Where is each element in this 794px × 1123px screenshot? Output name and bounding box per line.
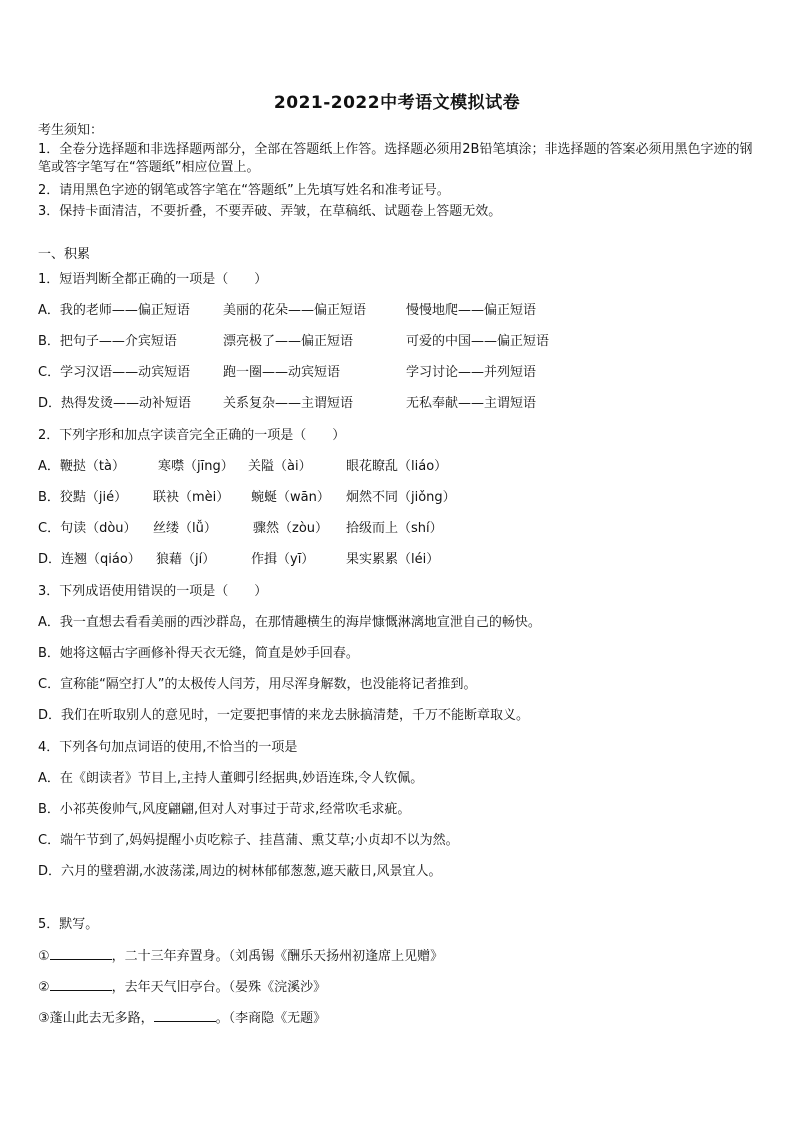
question-5-stem: 5．默写。 bbox=[38, 917, 99, 932]
option-cell: C．句读（dòu） bbox=[38, 521, 137, 536]
question-4-stem: 4．下列各句加点词语的使用,不恰当的一项是 bbox=[38, 740, 298, 755]
option-cell: 果实累累（léi） bbox=[346, 552, 440, 567]
option-cell: 炯然不同（jiǒng） bbox=[346, 490, 456, 505]
notice-item-2: 2．请用黑色字迹的钢笔或答字笔在“答题纸”上先填写姓名和准考证号。 bbox=[38, 183, 450, 198]
question-3-option-d: D．我们在听取别人的意见时，一定要把事情的来龙去脉搞清楚，千万不能断章取义。 bbox=[38, 708, 530, 723]
dictation-suffix: ，去年天气旧亭台。（晏殊《浣溪沙》 bbox=[111, 980, 327, 995]
option-cell: 寒噤（jīng） bbox=[158, 459, 234, 474]
notice-item-1: 1．全卷分选择题和非选择题两部分，全部在答题纸上作答。选择题必须用2B铅笔填涂；非选择题的答案必须用黑色字迹的钢笔或答字笔写在“答题纸”相应位置上。 bbox=[38, 142, 753, 175]
dictation-suffix: 。（李商隐《无题》 bbox=[215, 1011, 327, 1026]
answer-blank[interactable] bbox=[50, 947, 112, 960]
option-cell: 关隘（ài） bbox=[248, 459, 312, 474]
question-1-option-b bbox=[38, 333, 549, 351]
option-cell: 联袂（mèi） bbox=[153, 490, 230, 505]
question-1-stem: 1．短语判断全都正确的一项是（ ） bbox=[38, 272, 268, 287]
option-cell: B．狡黠（jié） bbox=[38, 490, 128, 505]
question-2-option-a bbox=[38, 458, 447, 476]
option-cell: 蜿蜒（wān） bbox=[251, 490, 330, 505]
answer-blank[interactable] bbox=[154, 1009, 216, 1022]
question-4-option-a: A．在《朗读者》节目上,主持人董卿引经据典,妙语连珠,令人钦佩。 bbox=[38, 771, 424, 786]
question-4-option-c: C．端午节到了,妈妈提醒小贞吃粽子、挂菖蒲、熏艾草;小贞却不以为然。 bbox=[38, 833, 459, 848]
option-cell: 关系复杂——主谓短语 bbox=[223, 396, 354, 411]
option-cell: A．我的老师——偏正短语 bbox=[38, 303, 190, 318]
question-4-option-d: D．六月的璧碧湖,水波荡漾,周边的树林郁郁葱葱,遮天蔽日,风景宜人。 bbox=[38, 864, 442, 879]
page-title: 2021-2022中考语文模拟试卷 bbox=[273, 93, 521, 113]
question-3-option-a: A．我一直想去看看美丽的西沙群岛，在那情趣横生的海岸慷慨淋漓地宣泄自己的畅快。 bbox=[38, 615, 541, 630]
dictation-line-1 bbox=[38, 947, 443, 966]
option-cell: 美丽的花朵——偏正短语 bbox=[223, 303, 367, 318]
option-cell: A．鞭挞（tà） bbox=[38, 459, 125, 474]
question-1-option-c bbox=[38, 364, 536, 382]
option-cell: D．热得发烫——动补短语 bbox=[38, 396, 192, 411]
option-cell: 骤然（zòu） bbox=[253, 521, 329, 536]
option-cell: 眼花瞭乱（liáo） bbox=[346, 459, 448, 474]
answer-blank[interactable] bbox=[50, 978, 112, 991]
option-cell: 无私奉献——主谓短语 bbox=[406, 396, 537, 411]
option-cell: 学习讨论——并列短语 bbox=[406, 365, 537, 380]
option-cell: 拾级而上（shí） bbox=[346, 521, 443, 536]
option-cell: B．把句子——介宾短语 bbox=[38, 334, 177, 349]
dictation-suffix: ，二十三年弃置身。（刘禹锡《酬乐天扬州初逢席上见赠》 bbox=[111, 949, 444, 964]
notice-item-3: 3．保持卡面清洁，不要折叠，不要弄破、弄皱，在草稿纸、试题卷上答题无效。 bbox=[38, 204, 502, 219]
question-1-option-d bbox=[38, 395, 536, 413]
question-2-stem: 2．下列字形和加点字读音完全正确的一项是（ ） bbox=[38, 428, 346, 443]
question-3-option-c: C．宣称能“隔空打人”的太极传人闫芳，用尽浑身解数，也没能将记者推到。 bbox=[38, 677, 477, 692]
question-1-option-a bbox=[38, 302, 536, 320]
question-2-option-c bbox=[38, 520, 443, 538]
question-3-stem: 3．下列成语使用错误的一项是（ ） bbox=[38, 584, 268, 599]
question-2-option-b bbox=[38, 489, 456, 507]
dictation-line-3 bbox=[38, 1009, 326, 1028]
question-4-option-b: B．小祁英俊帅气,风度翩翩,但对人对事过于苛求,经常吹毛求疵。 bbox=[38, 802, 411, 817]
option-cell: 跑一圈——动宾短语 bbox=[223, 365, 341, 380]
dictation-prefix: ③蓬山此去无多路， bbox=[38, 1011, 154, 1026]
option-cell: 漂亮极了——偏正短语 bbox=[223, 334, 354, 349]
option-cell: 作揖（yī） bbox=[251, 552, 315, 567]
option-cell: D．连翘（qiáo） bbox=[38, 552, 141, 567]
option-cell: C．学习汉语——动宾短语 bbox=[38, 365, 191, 380]
section-heading: 一、积累 bbox=[38, 247, 91, 262]
option-cell: 狼藉（jí） bbox=[156, 552, 216, 567]
dictation-prefix: ② bbox=[38, 980, 50, 995]
dictation-prefix: ① bbox=[38, 949, 50, 964]
notice-heading: 考生须知： bbox=[38, 123, 104, 138]
dictation-line-2 bbox=[38, 978, 326, 997]
option-cell: 慢慢地爬——偏正短语 bbox=[406, 303, 537, 318]
option-cell: 丝缕（lǚ） bbox=[153, 521, 217, 536]
option-cell: 可爱的中国——偏正短语 bbox=[406, 334, 550, 349]
question-2-option-d bbox=[38, 551, 439, 569]
question-3-option-b: B．她将这幅古字画修补得天衣无缝，简直是妙手回春。 bbox=[38, 646, 359, 661]
